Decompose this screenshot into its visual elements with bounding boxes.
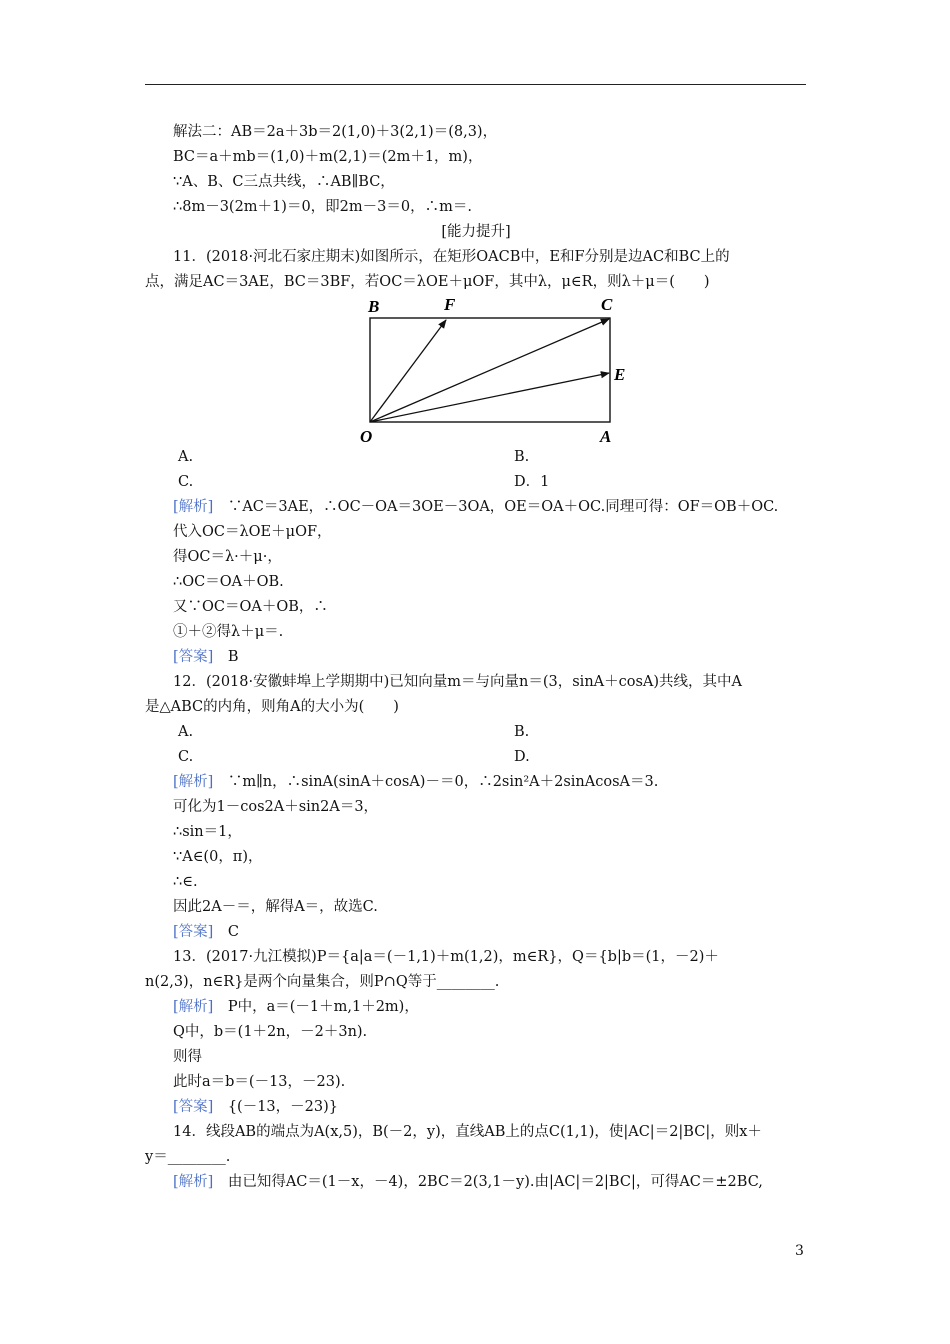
analysis-tag: [解析]: [173, 999, 214, 1015]
answer-tag: [答案]: [173, 924, 214, 940]
q13-analysis-line: Q中，b＝(1＋2n，－2＋3n).: [173, 1024, 368, 1040]
label-e: E: [614, 365, 626, 384]
q11-option-d: D．1: [514, 474, 550, 490]
q11-options-row1: [145, 445, 807, 470]
q11-analysis-text: ∵AC＝3AE，∴OC－OA＝3OE－3OA，OE＝OA＋OC.同理可得：OF＝OB＋OC.: [227, 499, 779, 515]
q11-analysis-line: ∴OC＝OA＋OB.: [173, 574, 284, 590]
q13-analysis-line: [145, 995, 807, 1020]
q11-answer: B: [227, 649, 239, 665]
q12-options-row1: [145, 720, 807, 745]
q12-analysis-line: 可化为1－cos2A＋sin2A＝3，: [173, 799, 379, 815]
label-a: A: [600, 427, 612, 445]
q11-option-c: C.: [178, 474, 194, 490]
q12-option-d: D.: [514, 749, 530, 765]
q13-stem-line1: 13．(2017·九江模拟)P＝{a|a＝(－1,1)＋m(1,2)，m∈R}，Q＝{b|b＝(1，－2)＋: [173, 949, 719, 965]
answer-tag: [答案]: [173, 1099, 214, 1115]
q12-answer: C: [227, 924, 239, 940]
label-c: C: [601, 295, 613, 314]
rectangle-vectors-diagram: [353, 295, 643, 445]
q11-option-a: A.: [178, 449, 194, 465]
q13-analysis-line: 此时a＝b＝(－13，－23).: [173, 1074, 346, 1090]
answer-tag: [答案]: [173, 649, 214, 665]
q12-answer-line: [145, 920, 807, 945]
q11-analysis-line: 得OC＝λ·＋μ·，: [173, 549, 282, 565]
page-number: 3: [795, 1243, 804, 1259]
q14-stem-line2: y＝________.: [145, 1149, 231, 1165]
analysis-tag: [解析]: [173, 774, 214, 790]
section-title: [能力提升]: [441, 224, 511, 240]
q11-option-b: B.: [514, 449, 530, 465]
q11-analysis-line: 代入OC＝λOE＋μOF，: [173, 524, 332, 540]
q11-analysis-line: ①＋②得λ＋μ＝.: [173, 624, 284, 640]
q11-stem-line1: 11．(2018·河北石家庄期末)如图所示，在矩形OACB中，E和F分别是边AC和BC上的: [173, 249, 730, 265]
q12-option-c: C.: [178, 749, 194, 765]
q11-answer-line: [145, 645, 807, 670]
q11-analysis-line: 又∵OC＝OA＋OB，∴: [173, 599, 328, 615]
label-b: B: [368, 297, 380, 316]
q12-analysis-line: [145, 770, 807, 795]
q13-stem-line2: n(2,3)，n∈R}是两个向量集合，则P∩Q等于________.: [145, 974, 500, 990]
analysis-tag: [解析]: [173, 1174, 214, 1190]
q13-analysis-text: P中，a＝(－1＋m,1＋2m)，: [227, 999, 419, 1015]
text-line: ∴8m－3(2m＋1)＝0，即2m－3＝0，∴m＝.: [173, 199, 472, 215]
q14-stem-line1: 14．线段AB的端点为A(x,5)，B(－2，y)，直线AB上的点C(1,1)，使|AC|＝2|BC|，则x＋: [173, 1124, 762, 1140]
label-o: O: [360, 427, 373, 445]
q11-options-row2: [145, 470, 807, 495]
q11-rectangle-figure: [145, 295, 807, 445]
q13-answer: {(－13，－23)}: [227, 1099, 338, 1115]
q12-analysis-line: ∴∈.: [173, 874, 198, 890]
header-rule: [145, 84, 806, 85]
q12-option-a: A.: [178, 724, 194, 740]
q12-analysis-line: ∵A∈(0，π)，: [173, 849, 263, 865]
page-content: [145, 120, 807, 1195]
q12-options-row2: [145, 745, 807, 770]
analysis-tag: [解析]: [173, 499, 214, 515]
q12-option-b: B.: [514, 724, 530, 740]
q13-answer-line: [145, 1095, 807, 1120]
q11-analysis-line: [145, 495, 807, 520]
q12-stem-line2: 是△ABC的内角，则角A的大小为( ): [145, 699, 399, 715]
vector-of: [370, 320, 446, 422]
q12-analysis-line: ∴sin＝1，: [173, 824, 242, 840]
q14-analysis-line: [145, 1170, 807, 1195]
q11-stem-line2: 点，满足AC＝3AE，BC＝3BF，若OC＝λOE＋μOF，其中λ，μ∈R，则λ＋μ＝( ): [145, 274, 710, 290]
text-line: ∵A、B、C三点共线，∴AB∥BC，: [173, 174, 395, 190]
label-f: F: [444, 295, 456, 314]
q13-analysis-line: 则得: [173, 1049, 202, 1065]
text-line: 解法二：AB＝2a＋3b＝2(1,0)＋3(2,1)＝(8,3)，: [173, 124, 498, 140]
text-line: BC＝a＋mb＝(1,0)＋m(2,1)＝(2m＋1，m)，: [173, 149, 483, 165]
vector-oe: [370, 373, 609, 422]
q12-analysis-line: 因此2A－＝，解得A＝，故选C.: [173, 899, 378, 915]
vector-oc: [370, 319, 609, 422]
q14-analysis-text: 由已知得AC＝(1－x，－4)，2BC＝2(3,1－y).由|AC|＝2|BC|，可得AC＝±2BC,: [227, 1174, 763, 1190]
q12-stem-line1: 12．(2018·安徽蚌埠上学期期中)已知向量m＝与向量n＝(3，sinA＋cosA)共线，其中A: [173, 674, 743, 690]
q12-analysis-text: ∵m∥n，∴sinA(sinA＋cosA)－＝0，∴2sin²A＋2sinAcosA＝3.: [227, 774, 659, 790]
